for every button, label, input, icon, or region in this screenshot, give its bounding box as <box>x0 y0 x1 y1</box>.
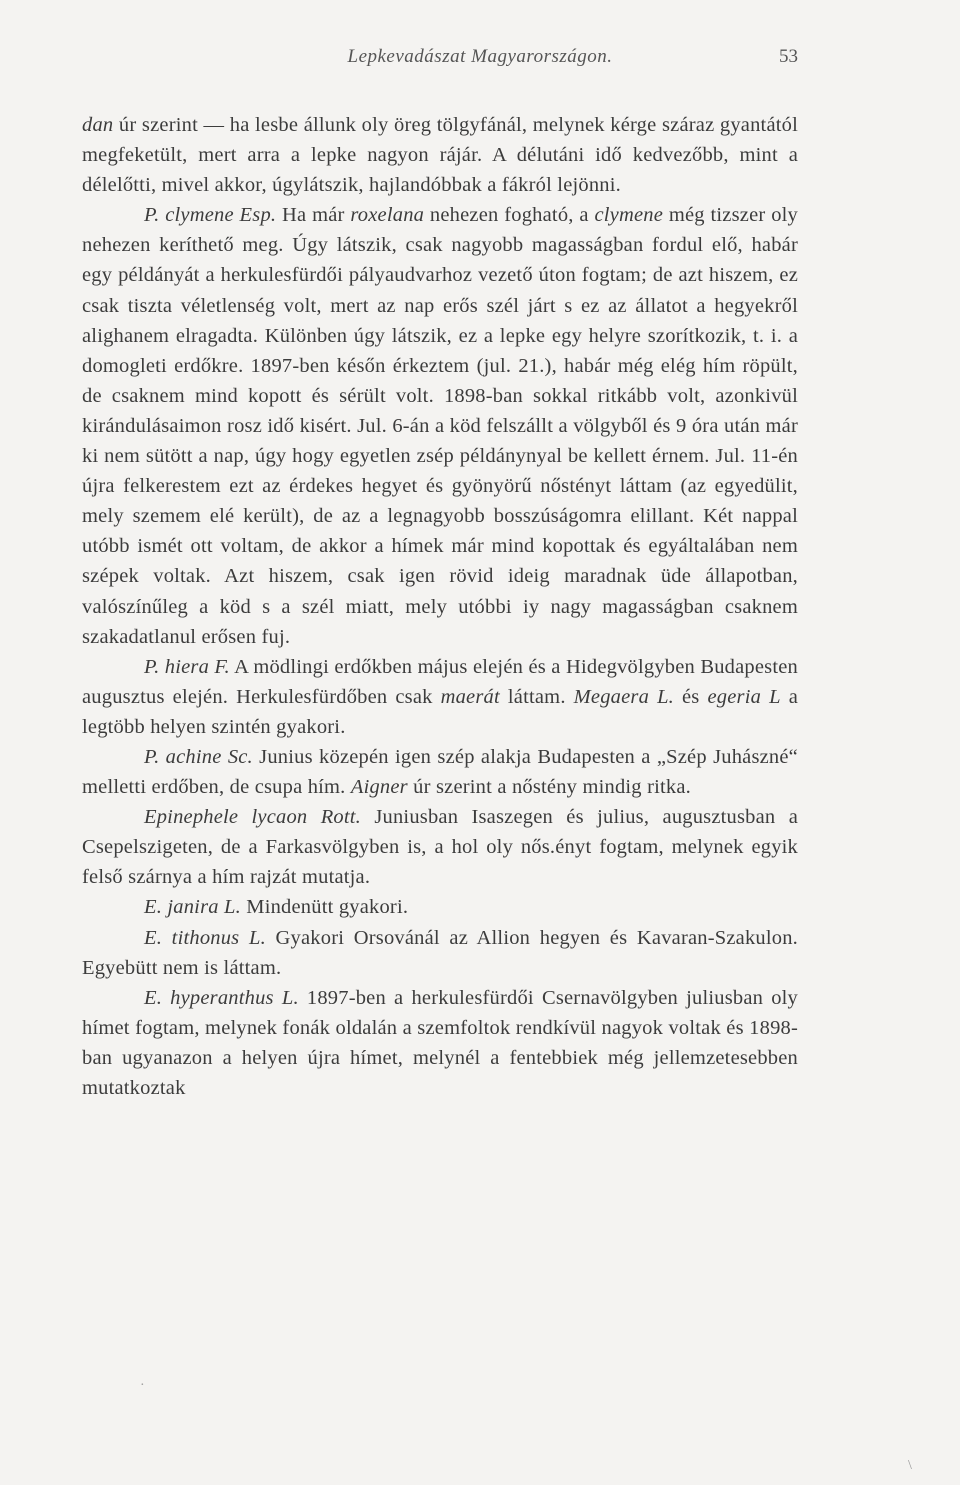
text-run: a legtöbb helyen szintén gyakori. <box>82 685 798 738</box>
text-run: nehezen fogható, a <box>424 204 595 227</box>
italic-run: Aigner <box>350 776 408 799</box>
text-run: úr szerint a nőstény mindig ritka. <box>407 776 691 799</box>
running-title: Lepkevadászat Magyarországon. <box>347 46 613 67</box>
italic-run: P. achine Sc. <box>144 745 253 768</box>
italic-run: P. clymene Esp. <box>144 204 277 227</box>
italic-run: roxelana <box>350 204 425 227</box>
page-number: 53 <box>779 46 798 67</box>
paragraph <box>82 652 798 742</box>
print-speck: · <box>140 1378 145 1393</box>
text-run: Mindenütt gyakori. <box>240 896 409 919</box>
paragraph <box>82 983 798 1103</box>
italic-run: E. tithonus L. <box>144 926 266 949</box>
text-run: Ha már <box>276 204 351 227</box>
text-run: még tizszer oly nehezen keríthető meg. Úgy látszik, csak nagyobb magasságban fordul elő, habár egy példányát a herkulesfürdői pályaudvarhoz vezető úton fogtam; de azt hiszem, ez csak tiszta véletlenség volt, mert az nap erős szél járt s ez az állatot a hegyekről alighanem elragadta. Különben úgy látszik, ez a lepke egy helyre szorítkozik, t. i. a domogleti erdőkre. 1897-ben későn érkeztem (jul. 21.), habár még elég hím röpült, de csaknem mind kopott és sérült volt. 1898-ban sokkal ritkább volt, azonkivül kirándulásaimon rosz idő kisért. Jul. 6-án a köd felszállt a völgyből és 9 óra után már ki nem sütött a nap, úgy hogy egyetlen zsép példánynyal be kellett érnem. Jul. 11-én újra felkerestem ezt az érdekes hegyet és gyönyörű nőstényt láttam (az egyedülit, mely szemem elé került), de az a legnagyobb bosszúságomra elillant. Két nappal utóbb ismét ott voltam, de akkor a hímek már mind kopottak és egyáltalában nem szépek voltak. Azt hiszem, csak igen rövid ideig maradnak üde állapotban, valószínűleg a köd s a szél miatt, mely utóbbi iy nagy magasságban csaknem szakadatlanul erősen fuj. <box>82 204 798 648</box>
body-text <box>82 110 798 1103</box>
text-run: A mödlingi erdőkben május elején és a Hidegvölgyben Budapesten augusztus elején. Herkulesfürdőben csak <box>82 655 798 708</box>
italic-run: maerát <box>440 685 500 708</box>
margin-mark: \ <box>908 1458 912 1473</box>
italic-run: P. hiera F. <box>144 655 230 678</box>
italic-run: Megaera L. <box>573 685 674 708</box>
italic-run: E. janira L. <box>144 896 241 919</box>
italic-run: E. hyperanthus L. <box>144 986 299 1009</box>
italic-run: Epinephele lycaon Rott. <box>144 806 362 829</box>
text-run: és <box>674 685 708 708</box>
page-header <box>0 46 960 74</box>
italic-run: egeria L <box>707 685 781 708</box>
paragraph <box>82 742 798 802</box>
text-run: Juniusban Isaszegen és julius, augusztusban a Csepelszigeten, de a Farkasvölgyben is, a hol oly nős.ényt fogtam, melynek egyik felső szárnya a hím rajzát mutatja. <box>82 806 798 889</box>
paragraph <box>82 200 798 651</box>
paragraph <box>82 923 798 983</box>
paragraph <box>82 110 798 200</box>
text-run: Gyakori Orsovánál az Allion hegyen és Kavaran-Szakulon. Egyebütt nem is láttam. <box>82 926 798 979</box>
italic-run: clymene <box>594 204 664 227</box>
paragraph <box>82 892 798 922</box>
text-run: úr szerint — ha lesbe állunk oly öreg tölgyfánál, melynek kérge száraz gyantától megfeketült, mert arra a lepke nagyon rájár. A délutáni idő kedvezőbb, mint a délelőtti, mivel akkor, úgylátszik, hajlandóbbak a fákról lejönni. <box>82 114 798 197</box>
text-run: 1897-ben a herkulesfürdői Csernavölgyben juliusban oly hímet fogtam, melynek fonák oldalán a szemfoltok rendkívül nagyok voltak és 1898-ban ugyanazon a helyen újra hímet, melynél a fentebbiek még jellemzetesebben mutatkoztak <box>82 986 798 1099</box>
text-run: láttam. <box>499 685 574 708</box>
paragraph <box>82 802 798 892</box>
text-run: Junius közepén igen szép alakja Budapesten a „Szép Juhászné“ melletti erdőben, de csupa hím. <box>82 745 798 799</box>
italic-run: dan <box>82 114 114 136</box>
